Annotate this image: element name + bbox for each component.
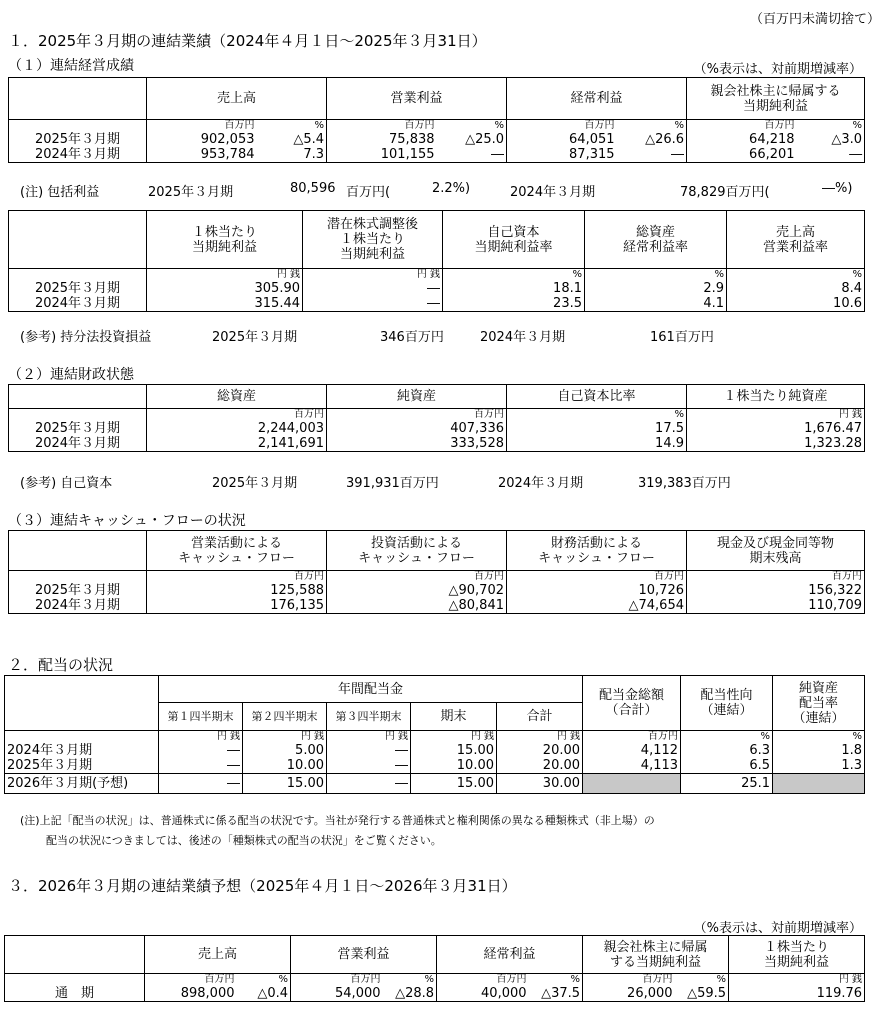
unit: %: [585, 269, 727, 282]
period-label: 2024年３月期: [9, 296, 147, 312]
value-cell: ―: [159, 743, 243, 758]
period-label: 2024年３月期: [9, 598, 147, 614]
value-cell: 5.00: [243, 743, 327, 758]
unit: %: [617, 120, 687, 133]
value-cell: 10,726: [507, 583, 687, 598]
unit: 百万円: [145, 974, 237, 987]
unit: 百万円: [291, 974, 383, 987]
dividends-table: [4, 675, 865, 794]
table-row: [9, 598, 865, 614]
period-label: 通 期: [5, 986, 145, 1002]
value-cell: 17.5: [507, 421, 687, 436]
unit: 百万円: [687, 120, 797, 133]
header-annual-dividend: 年間配当金: [159, 676, 583, 703]
table-row: [9, 132, 865, 147]
unit: 円 銭: [327, 731, 411, 744]
table-row: [9, 436, 865, 452]
value-cell: ―: [797, 147, 865, 163]
header-net-income: 親会社株主に帰属 する当期純利益: [583, 936, 729, 974]
value-cell: 10.00: [411, 758, 497, 774]
value-cell: 2,244,003: [147, 421, 327, 436]
dividend-note-line-1: (注)上記「配当の状況」は、普通株式に係る配当の状況です。当社が発行する普通株式と権利関係の異なる種類株式（非上場）の: [20, 814, 655, 827]
period-label: 2025年３月期: [9, 583, 147, 598]
unit: %: [443, 269, 585, 282]
unit: 百万円: [437, 974, 529, 987]
operating-results-title: （１）連結経営成績: [8, 58, 134, 74]
value-cell: 407,336: [327, 421, 507, 436]
section-1-title: １．2025年３月期の連結業績（2024年４月１日～2025年３月31日）: [8, 32, 487, 50]
unit: %: [681, 731, 773, 744]
table-row: [5, 774, 865, 794]
value-cell: △80,841: [327, 598, 507, 614]
value-cell: ―: [327, 758, 411, 774]
header-operating-margin: 売上高 営業利益率: [727, 211, 865, 269]
table-row: [9, 147, 865, 163]
unit: %: [257, 120, 327, 133]
header-operating-cf: 営業活動による キャッシュ・フロー: [147, 531, 327, 571]
unit-note: （百万円未満切捨て）: [749, 12, 880, 27]
header-blank: [9, 531, 147, 571]
table-row: [9, 421, 865, 436]
value-cell: 902,053: [147, 132, 257, 147]
table-row: [9, 281, 865, 296]
unit: 百万円: [507, 571, 687, 584]
value-cell: △0.4: [237, 986, 291, 1002]
value-cell: ―: [303, 296, 443, 312]
header-equity-ratio: 自己資本比率: [507, 385, 687, 409]
dividends-title: ２．配当の状況: [8, 656, 114, 674]
value-cell: 8.4: [727, 281, 865, 296]
value-cell: 25.1: [681, 774, 773, 794]
period-label: 2025年３月期: [9, 281, 147, 296]
header-roe: 自己資本 当期純利益率: [443, 211, 585, 269]
unit: %: [773, 731, 865, 744]
value-cell: 125,588: [147, 583, 327, 598]
unit: 円 銭: [147, 269, 303, 282]
value-cell: [583, 774, 681, 794]
value-cell: 1,323.28: [687, 436, 865, 452]
value-cell: 333,528: [327, 436, 507, 452]
unit: 円 銭: [497, 731, 583, 744]
value-cell: 15.00: [243, 774, 327, 794]
value-cell: 20.00: [497, 743, 583, 758]
header-operating-profit: 営業利益: [327, 78, 507, 120]
value-cell: △26.6: [617, 132, 687, 147]
unit: 百万円: [507, 120, 617, 133]
financial-position-table: [8, 384, 865, 452]
value-cell: 64,218: [687, 132, 797, 147]
value-cell: 315.44: [147, 296, 303, 312]
header-total-dividend: 配当金総額 （合計）: [583, 676, 681, 731]
value-cell: 2,141,691: [147, 436, 327, 452]
unit: %: [529, 974, 583, 987]
value-cell: 66,201: [687, 147, 797, 163]
unit: 円 銭: [159, 731, 243, 744]
value-cell: 30.00: [497, 774, 583, 794]
value-cell: △25.0: [437, 132, 507, 147]
value-cell: 2.9: [585, 281, 727, 296]
table-row: [9, 296, 865, 312]
value-cell: 14.9: [507, 436, 687, 452]
value-cell: 110,709: [687, 598, 865, 614]
unit: 円 銭: [243, 731, 327, 744]
header-financing-cf: 財務活動による キャッシュ・フロー: [507, 531, 687, 571]
header-blank: [9, 211, 147, 269]
header-dividend-on-equity: 純資産 配当率 （連結）: [773, 676, 865, 731]
header-investing-cf: 投資活動による キャッシュ・フロー: [327, 531, 507, 571]
operating-results-table: [8, 77, 865, 163]
forecast-table: [4, 935, 865, 1002]
header-q3: 第３四半期末: [327, 703, 411, 731]
value-cell: 15.00: [411, 743, 497, 758]
header-total-assets: 総資産: [147, 385, 327, 409]
table-row: [5, 986, 865, 1002]
forecast-change-note: （%表示は、対前期増減率）: [693, 921, 862, 936]
value-cell: 7.3: [257, 147, 327, 163]
unit: %: [237, 974, 291, 987]
value-cell: 54,000: [291, 986, 383, 1002]
value-cell: 4.1: [585, 296, 727, 312]
period-label: 2024年３月期: [9, 436, 147, 452]
cash-flow-title: （３）連結キャッシュ・フローの状況: [8, 513, 246, 529]
unit: 百万円: [327, 571, 507, 584]
period-label: 2024年３月期: [9, 147, 147, 163]
unit: 円 銭: [729, 974, 865, 987]
unit: %: [797, 120, 865, 133]
value-cell: 4,113: [583, 758, 681, 774]
unit: %: [437, 120, 507, 133]
unit: 百万円: [583, 731, 681, 744]
value-cell: 101,155: [327, 147, 437, 163]
unit: 円 銭: [411, 731, 497, 744]
unit: %: [727, 269, 865, 282]
header-q2: 第２四半期末: [243, 703, 327, 731]
value-cell: [773, 774, 865, 794]
unit: %: [383, 974, 437, 987]
header-sales: 売上高: [145, 936, 291, 974]
period-label: 2025年３月期: [9, 132, 147, 147]
header-diluted-eps: 潜在株式調整後 １株当たり 当期純利益: [303, 211, 443, 269]
header-eps: １株当たり 当期純利益: [147, 211, 303, 269]
value-cell: 18.1: [443, 281, 585, 296]
period-label: 2025年３月期: [5, 758, 159, 774]
header-blank: [5, 676, 159, 731]
header-blank: [9, 78, 147, 120]
value-cell: △5.4: [257, 132, 327, 147]
unit: 円 銭: [687, 409, 865, 422]
header-net-assets: 純資産: [327, 385, 507, 409]
value-cell: △28.8: [383, 986, 437, 1002]
table-row: [5, 758, 865, 774]
value-cell: ―: [437, 147, 507, 163]
forecast-title: ３．2026年３月期の連結業績予想（2025年４月１日～2026年３月31日）: [8, 877, 517, 895]
value-cell: 6.3: [681, 743, 773, 758]
change-rate-note: （%表示は、対前期増減率）: [693, 62, 862, 77]
header-q1: 第１四半期末: [159, 703, 243, 731]
header-cash-balance: 現金及び現金同等物 期末残高: [687, 531, 865, 571]
header-blank: [9, 385, 147, 409]
value-cell: ―: [327, 774, 411, 794]
value-cell: 15.00: [411, 774, 497, 794]
unit: 百万円: [147, 409, 327, 422]
value-cell: 1.8: [773, 743, 865, 758]
header-ordinary-profit: 経常利益: [437, 936, 583, 974]
value-cell: 87,315: [507, 147, 617, 163]
value-cell: 305.90: [147, 281, 303, 296]
header-roa: 総資産 経常利益率: [585, 211, 727, 269]
table-row: [9, 583, 865, 598]
header-blank: [5, 936, 145, 974]
value-cell: 10.00: [243, 758, 327, 774]
unit: 百万円: [327, 409, 507, 422]
value-cell: 898,000: [145, 986, 237, 1002]
value-cell: 1.3: [773, 758, 865, 774]
value-cell: △59.5: [675, 986, 729, 1002]
value-cell: 1,676.47: [687, 421, 865, 436]
unit: %: [675, 974, 729, 987]
value-cell: 176,135: [147, 598, 327, 614]
value-cell: △37.5: [529, 986, 583, 1002]
period-label: 2025年３月期: [9, 421, 147, 436]
period-label: 2024年３月期: [5, 743, 159, 758]
header-payout-ratio: 配当性向 （連結）: [681, 676, 773, 731]
cash-flow-table: [8, 530, 865, 614]
dividend-note-line-2: 配当の状況につきましては、後述の「種類株式の配当の状況」をご覧ください。: [46, 834, 442, 847]
value-cell: △74,654: [507, 598, 687, 614]
value-cell: ―: [327, 743, 411, 758]
unit: 百万円: [147, 120, 257, 133]
value-cell: 119.76: [729, 986, 865, 1002]
value-cell: ―: [303, 281, 443, 296]
value-cell: ―: [617, 147, 687, 163]
value-cell: 64,051: [507, 132, 617, 147]
header-operating-profit: 営業利益: [291, 936, 437, 974]
value-cell: 23.5: [443, 296, 585, 312]
value-cell: △3.0: [797, 132, 865, 147]
per-share-table: [8, 210, 865, 312]
header-eps: １株当たり 当期純利益: [729, 936, 865, 974]
header-sales: 売上高: [147, 78, 327, 120]
unit: 百万円: [687, 571, 865, 584]
unit: 円 銭: [303, 269, 443, 282]
header-bps: １株当たり純資産: [687, 385, 865, 409]
value-cell: 20.00: [497, 758, 583, 774]
value-cell: 26,000: [583, 986, 675, 1002]
header-year-end: 期末: [411, 703, 497, 731]
value-cell: 75,838: [327, 132, 437, 147]
period-label: 2026年３月期(予想): [5, 774, 159, 794]
unit: 百万円: [147, 571, 327, 584]
value-cell: ―: [159, 758, 243, 774]
header-net-income: 親会社株主に帰属する 当期純利益: [687, 78, 865, 120]
unit: %: [507, 409, 687, 422]
value-cell: 953,784: [147, 147, 257, 163]
value-cell: ―: [159, 774, 243, 794]
value-cell: 10.6: [727, 296, 865, 312]
value-cell: 4,112: [583, 743, 681, 758]
unit: 百万円: [583, 974, 675, 987]
table-row: [5, 743, 865, 758]
unit: 百万円: [327, 120, 437, 133]
value-cell: 40,000: [437, 986, 529, 1002]
value-cell: 6.5: [681, 758, 773, 774]
header-ordinary-profit: 経常利益: [507, 78, 687, 120]
header-total: 合計: [497, 703, 583, 731]
value-cell: △90,702: [327, 583, 507, 598]
value-cell: 156,322: [687, 583, 865, 598]
financial-position-title: （２）連結財政状態: [8, 367, 134, 383]
